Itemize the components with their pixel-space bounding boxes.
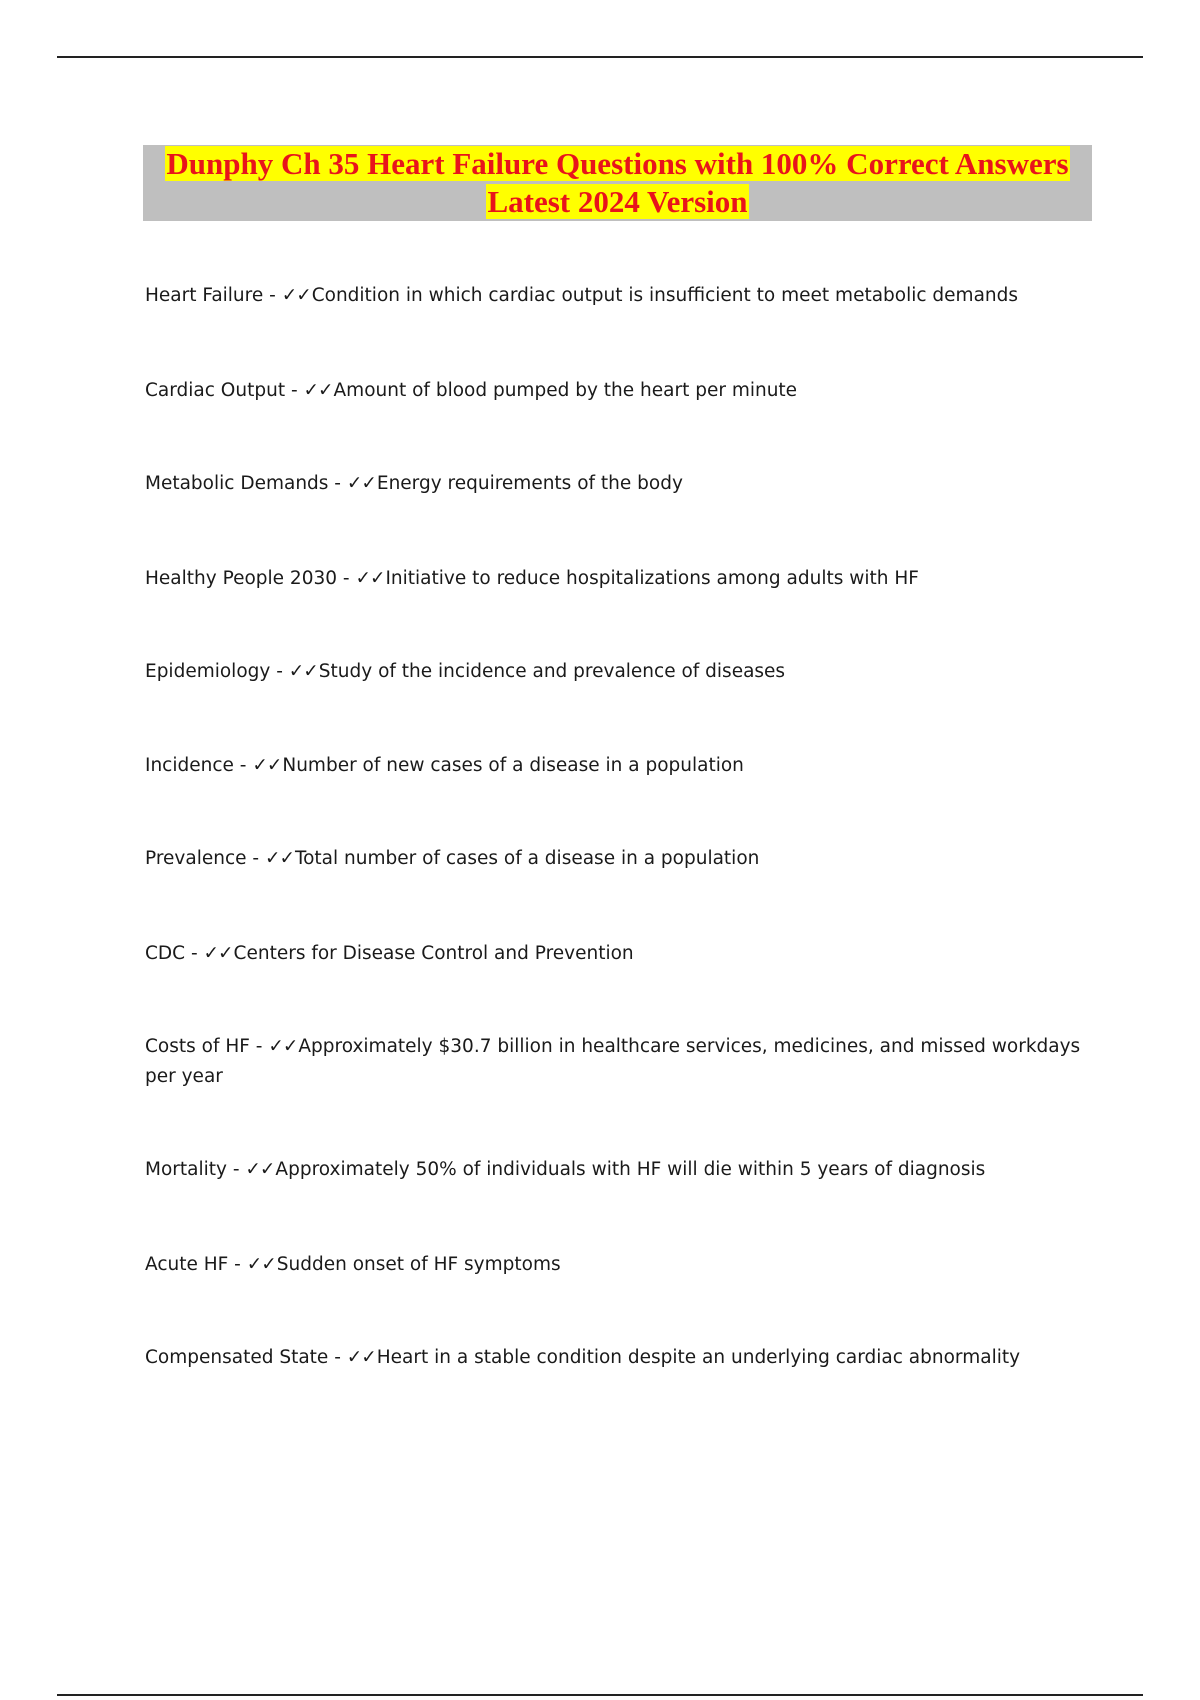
qa-item [145,469,1095,499]
qa-separator: - [328,1347,347,1368]
qa-definition: Energy requirements of the body [376,473,683,494]
qa-item [145,751,1095,781]
qa-item [145,376,1095,406]
double-check-icon: ✓✓ [303,380,333,401]
qa-item [145,844,1095,874]
qa-definition: Total number of cases of a disease in a population [294,848,760,869]
title-line-2: Latest 2024 Version [487,184,748,219]
qa-term: Acute HF [145,1254,229,1275]
bottom-rule [57,1694,1143,1696]
qa-term: Heart Failure [145,285,264,306]
qa-separator: - [233,755,253,776]
title-line-1: Dunphy Ch 35 Heart Failure Questions with 100% Correct Answers [166,146,1069,181]
double-check-icon: ✓✓ [355,568,385,589]
qa-term: Epidemiology [145,661,271,682]
qa-definition: Sudden onset of HF symptoms [276,1254,561,1275]
qa-term: Incidence [145,755,234,776]
qa-separator: - [249,1036,269,1057]
qa-definition: Initiative to reduce hospitalizations among adults with HF [385,568,919,589]
qa-item [145,564,1095,594]
qa-separator: - [185,943,204,964]
double-check-icon: ✓✓ [346,473,376,494]
qa-definition: Heart in a stable condition despite an underlying cardiac abnormality [376,1347,1021,1368]
qa-definition: Amount of blood pumped by the heart per minute [333,380,798,401]
qa-item [145,1343,1095,1373]
qa-item [145,657,1095,687]
qa-item [145,939,1095,969]
qa-term: Healthy People 2030 [145,568,338,589]
qa-term: Mortality [145,1159,227,1180]
qa-term: Cardiac Output [145,380,286,401]
qa-definition: Number of new cases of a disease in a population [282,755,744,776]
qa-definition: Study of the incidence and prevalence of diseases [318,661,786,682]
qa-term: Metabolic Demands [145,473,329,494]
qa-separator: - [337,568,356,589]
double-check-icon: ✓✓ [203,943,233,964]
qa-definition: Centers for Disease Control and Prevention [233,943,634,964]
qa-term: Costs of HF [145,1036,250,1057]
qa-definition: Approximately 50% of individuals with HF will die within 5 years of diagnosis [275,1159,986,1180]
qa-separator: - [328,473,347,494]
qa-item [145,1250,1095,1280]
double-check-icon: ✓✓ [268,1036,298,1057]
qa-item [145,281,1095,311]
qa-separator: - [226,1159,246,1180]
document-title [143,145,1092,221]
top-rule [57,56,1143,58]
qa-separator: - [270,661,289,682]
double-check-icon: ✓✓ [288,661,318,682]
double-check-icon: ✓✓ [252,755,282,776]
double-check-icon: ✓✓ [246,1254,276,1275]
double-check-icon: ✓✓ [245,1159,275,1180]
qa-separator: - [246,848,265,869]
double-check-icon: ✓✓ [264,848,294,869]
qa-item [145,1032,1095,1092]
qa-term: Prevalence [145,848,247,869]
qa-term: Compensated State [145,1347,329,1368]
double-check-icon: ✓✓ [281,285,311,306]
qa-term: CDC [145,943,186,964]
qa-definition: Approximately $30.7 billion in healthcare services, medicines, and missed workdays per year [145,1036,1081,1087]
double-check-icon: ✓✓ [346,1347,376,1368]
qa-separator: - [228,1254,247,1275]
qa-separator: - [263,285,282,306]
qa-item [145,1155,1095,1185]
qa-separator: - [285,380,304,401]
qa-definition: Condition in which cardiac output is insufficient to meet metabolic demands [311,285,1019,306]
